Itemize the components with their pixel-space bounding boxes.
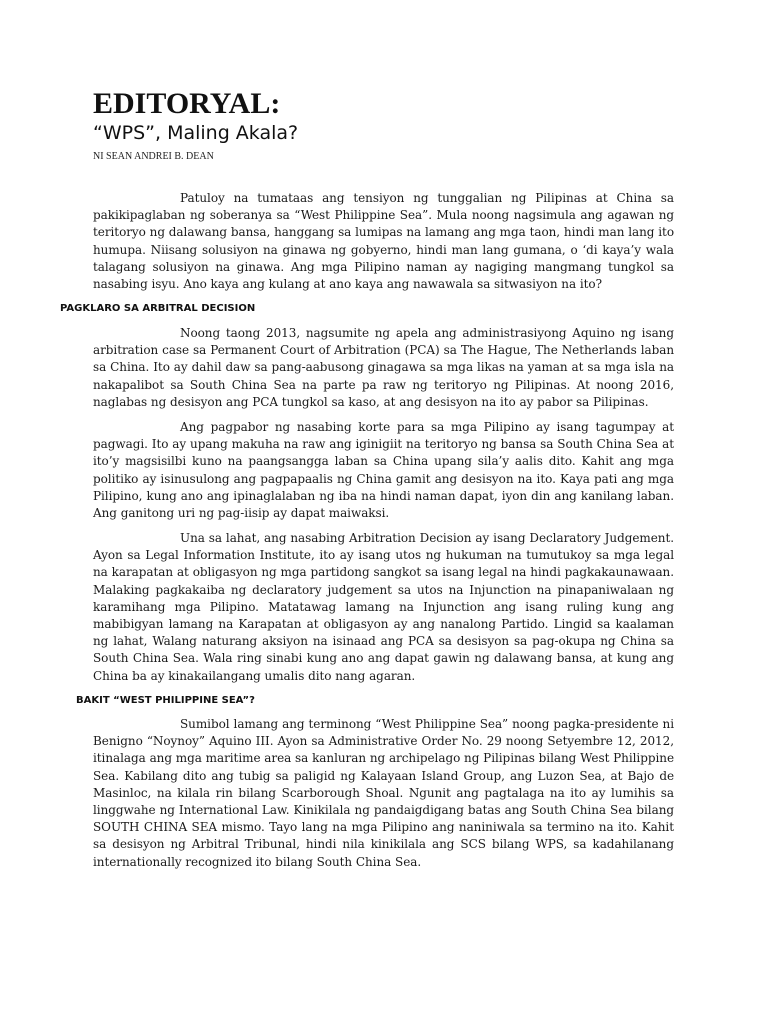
section-heading-west-philippine-sea: BAKIT “WEST PHILIPPINE SEA”? [76,695,255,706]
section-heading-arbitral-decision: PAGKLARO SA ARBITRAL DECISION [60,303,256,314]
body-paragraph: Sumibol lamang ang terminong “West Philippine Sea” noong pagka-presidente ni Benigno “Noynoy” Aquino III. Ayon sa Administrative Order No. 29 noong Setyembre 12, 2012, itinalaga ang mga maritime area sa kanluran ng archipelago ng Pilipinas bilang West Philippine Sea. Kabilang dito ang tubig sa paligid ng Kalayaan Island Group, ang Luzon Sea, at Bajo de Masinloc, na kilala rin bilang Scarborough Shoal. Ngunit ang pagtalaga na ito ay lumihis sa linggwahe ng International Law. Kinikilala ng pandaigdigang batas ang South China Sea bilang SOUTH CHINA SEA mismo. Tayo lang na mga Pilipino ang naniniwala sa termino na ito. Kahit sa desisyon ng Arbitral Tribunal, hindi nila kinikilala ang SCS bilang WPS, sa kadahilanang internationally recognized ito bilang South China Sea. [93,717,674,869]
editorial-subtitle: “WPS”, Maling Akala? [93,122,299,144]
body-paragraph: Ang pagpabor ng nasabing korte para sa mga Pilipino ay isang tagumpay at pagwagi. Ito ay upang makuha na raw ang iginigiit na teritoryo ng bansa sa South China Sea at ito’y magsisilbi kuno na paangsangga laban sa China upang sila’y aalis dito. Kahit ang mga politiko ay isinusulong ang pagpapaalis ng China gamit ang desisyon na ito. Kaya pati ang mga Pilipino, kung ano ang ipinaglalaban ng iba na hindi naman dapat, iyon din ang kanilang laban. Ang ganitong uri ng pag-iisip ay dapat maiwaksi. [93,420,674,521]
intro-paragraph: Patuloy na tumataas ang tensiyon ng tunggalian ng Pilipinas at China sa pakikipaglaban ng soberanya sa “West Philippine Sea”. Mula noong nagsimula ang agawan ng teritoryo ng dalawang bansa, hanggang sa lumipas na lamang ang mga taon, hindi man lang ito humupa. Niisang solusiyon na ginawa ng gobyerno, hindi man lang gumana, o ‘di kaya’y wala talagang solusiyon na ginawa. Ang mga Pilipino naman ay nagiging mangmang tungkol sa nasabing isyu. Ano kaya ang kulang at ano kaya ang nawawala sa sitwasiyon na ito? [93,191,674,292]
body-paragraph: Una sa lahat, ang nasabing Arbitration Decision ay isang Declaratory Judgement. Ayon sa Legal Information Institute, ito ay isang utos ng hukuman na tumutukoy sa mga legal na karapatan at obligasyon ng mga partidong sangkot sa isang legal na hindi pagkakaunawaan. Malaking pagkakaiba ng declaratory judgement sa utos na Injunction na pinapaniwalaan ng karamihang mga Pilipino. Matatawag lamang na Injunction ang isang ruling kung ang mabibigyan lamang na Karapatan at obligasyon ay ang nanalong Partido. Lingid sa kaalaman ng lahat, Walang naturang aksiyon na isinaad ang PCA sa desisyon sa pag-okupa ng China sa South China Sea. Wala ring sinabi kung ano ang dapat gawin ng dalawang bansa, at kung ang China ba ay kinakailangang umalis dito nang agaran. [93,531,674,683]
editorial-title: EDITORYAL: [93,87,281,120]
body-paragraph: Noong taong 2013, nagsumite ng apela ang administrasiyong Aquino ng isang arbitration case sa Permanent Court of Arbitration (PCA) sa The Hague, The Netherlands laban sa China. Ito ay dahil daw sa pang-aabusong ginagawa sa mga likas na yaman at sa mga isla na nakapalibot sa South China Sea na parte pa raw ng teritoryo ng Pilipinas. At noong 2016, naglabas ng desisyon ang PCA tungkol sa kaso, at ang desisyon na ito ay pabor sa Pilipinas. [93,326,674,409]
author-byline: NI SEAN ANDREI B. DEAN [93,151,214,162]
